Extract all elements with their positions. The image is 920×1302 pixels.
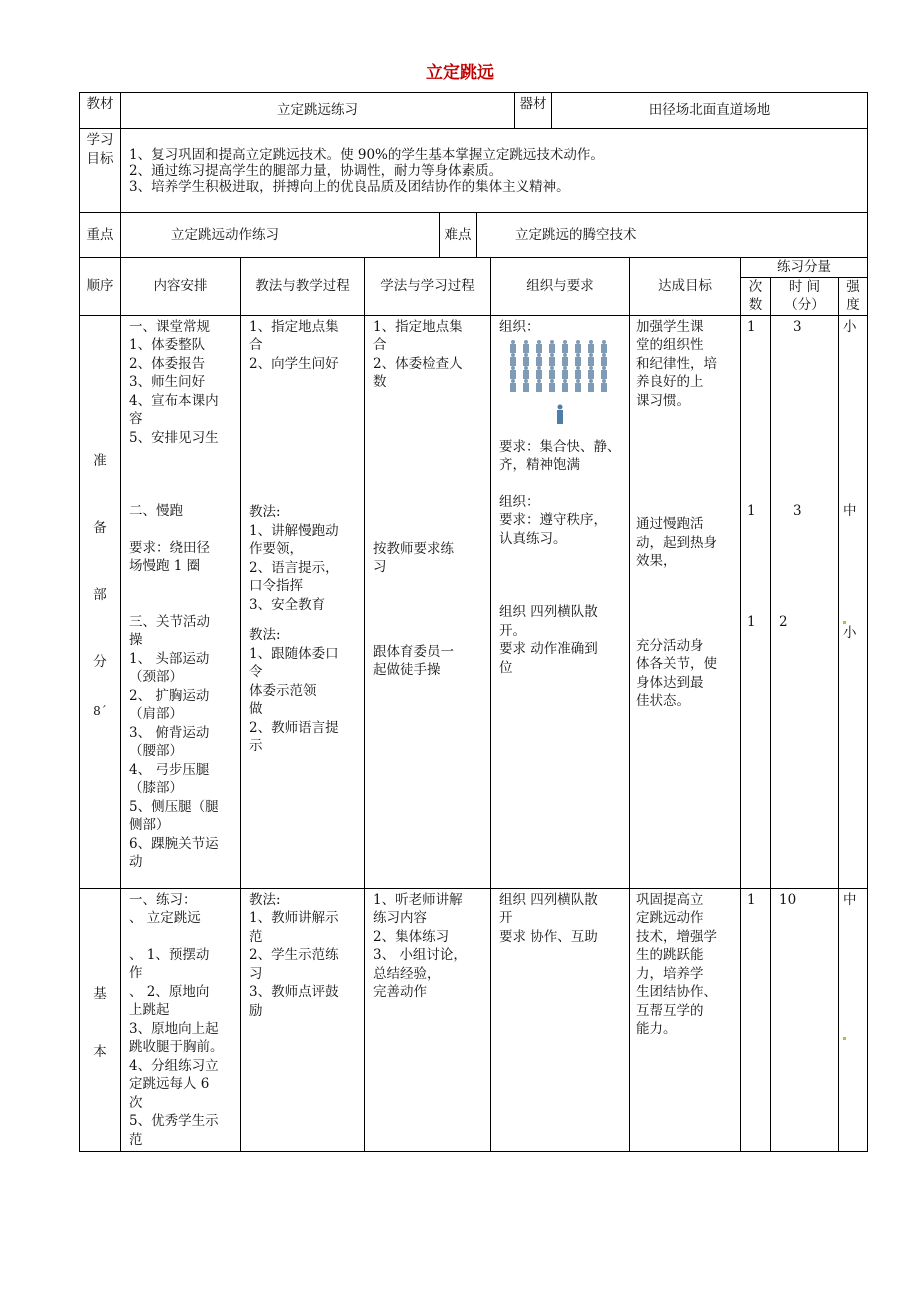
material-label: 教材 [80,93,121,129]
prep-duration: 3 3 2 [771,315,839,888]
col-organization: 组织与要求 [491,258,630,316]
student-figure [562,344,568,353]
student-figure [549,383,555,392]
student-figure [510,370,516,379]
student-figure [563,340,567,344]
student-figure [588,383,594,392]
material-value: 立定跳远练习 [121,93,515,129]
header-table [79,92,868,213]
student-figure [575,370,581,379]
students-formation-icon [505,338,615,428]
student-figure [576,353,580,357]
prep-section-label: 准 备 部 分 8´ [80,315,121,888]
basic-content: 一、练习： 、 立定跳远 、 1、预摆动 作 、 2、原地向 上跳起 3、原地向上起 跳收腿于胸前。 4、分组练习立 定跳远每人 6 次 5、优秀学生示 范 [121,888,241,1152]
student-figure [575,383,581,392]
student-figure [589,379,593,383]
equipment-label: 器材 [515,93,552,129]
basic-organization: 组织 四列横队散 开 要求 协作、互助 [491,888,630,1152]
student-figure [510,357,516,366]
student-figure [563,379,567,383]
student-figure [589,353,593,357]
student-figure [523,370,529,379]
basic-duration: 10 [771,888,839,1152]
difficulty-label: 难点 [440,213,477,258]
student-figure [576,340,580,344]
student-figure [589,366,593,370]
decorative-dot [843,1037,846,1040]
student-figure [536,344,542,353]
difficulty-value: 立定跳远的腾空技术 [477,213,868,258]
student-figure [537,353,541,357]
student-figure [550,340,554,344]
student-figure [524,340,528,344]
student-figure [562,383,568,392]
student-figure [563,353,567,357]
student-figure [550,353,554,357]
basic-section-label: 基 本 [80,888,121,1152]
lesson-table [79,257,868,1152]
goal-item: 1、复习巩固和提高立定跳远技术。使 90%的学生基本掌握立定跳远技术动作。 [129,146,604,163]
col-teaching: 教法与教学过程 [241,258,365,316]
student-figure [562,370,568,379]
goals-list [121,129,868,213]
col-order: 顺序 [80,258,121,316]
prep-organization: 组织： 要求：集合快、静、 齐，精神饱满 组织： 要求：遵守秩序， 认真练习。 组织 四列横队散 开。 要求 动作准确到 位 [491,315,630,888]
student-figure [601,344,607,353]
key-point-value: 立定跳远动作练习 [121,213,440,258]
student-figure [588,344,594,353]
equipment-value: 田径场北面直道场地 [552,93,868,129]
student-figure [537,366,541,370]
prep-content: 一、课堂常规 1、体委整队 2、体委报告 3、师生问好 4、宣布本课内 容 5、安排见习生 二、慢跑 要求：绕田径 场慢跑 1 圈 三、关节活动 操 1、 头部运动 （颈部） 2、 扩胸运动 （肩部） 3、 俯背运动 （腰部） 4、 弓步压腿 （膝部） 5、侧压腿（腿 侧部） 6、踝腕关节运 动 [121,315,241,888]
student-figure [589,340,593,344]
student-figure [524,366,528,370]
student-figure [537,379,541,383]
basic-intensity: 中 [839,888,868,1152]
student-figure [575,344,581,353]
prep-learning: 1、指定地点集 合 2、体委检查人 数 按教师要求练 习 跟体育委员一 起做徒手操 [365,315,491,888]
student-figure [602,340,606,344]
col-learning: 学法与学习过程 [365,258,491,316]
student-figure [524,379,528,383]
prep-teaching: 1、指定地点集 合 2、向学生问好 教法: 1、讲解慢跑动 作要领， 2、语言提示， 口令指挥 3、安全教育 教法: 1、跟随体委口 令 体委示范领 做 2、教师语言提 示 [241,315,365,888]
student-figure [602,353,606,357]
student-figure [523,383,529,392]
student-figure [510,344,516,353]
teacher-figure [557,410,563,424]
student-figure [511,366,515,370]
student-figure [601,370,607,379]
formation-diagram [505,338,625,434]
student-figure [602,366,606,370]
col-content: 内容安排 [121,258,241,316]
col-target: 达成目标 [630,258,741,316]
student-figure [523,357,529,366]
prep-target: 加强学生课 堂的组织性 和纪律性，培 养良好的上 课习惯。 通过慢跑活 动，起到热身 效果， 充分活动身 体各关节，使 身体达到最 佳状态。 [630,315,741,888]
col-intensity: 强度 [839,277,868,315]
goal-item: 3、培养学生积极进取，拼搏向上的优良品质及团结协作的集体主义精神。 [129,178,570,195]
col-duration: 时 间（分） [771,277,839,315]
student-figure [537,340,541,344]
student-figure [563,366,567,370]
student-figure [562,357,568,366]
student-figure [550,366,554,370]
student-figure [536,383,542,392]
basic-target: 巩固提高立 定跳远动作 技术，增强学 生的跳跃能 力，培养学 生团结协作、 互帮互学的 能力。 [630,888,741,1152]
col-times: 次数 [741,277,771,315]
student-figure [523,344,529,353]
page-title: 立定跳远 [426,63,494,83]
student-figure [550,379,554,383]
student-figure [524,353,528,357]
basic-teaching: 教法: 1、教师讲解示 范 2、学生示范练 习 3、教师点评鼓 励 [241,888,365,1152]
student-figure [602,379,606,383]
student-figure [575,357,581,366]
student-figure [511,379,515,383]
key-point-label: 重点 [80,213,121,258]
basic-learning: 1、听老师讲解 练习内容 2、集体练习 3、 小组讨论， 总结经验， 完善动作 [365,888,491,1152]
student-figure [588,370,594,379]
student-figure [510,383,516,392]
col-practice: 练习分量 [741,258,868,278]
student-figure [536,370,542,379]
prep-times: 1 1 1 [741,315,771,888]
goals-label: 学习目标 [80,129,121,213]
student-figure [549,357,555,366]
prep-intensity: 小 中 小 [839,315,868,888]
student-figure [511,340,515,344]
teacher-figure [558,405,563,410]
student-figure [588,357,594,366]
student-figure [601,383,607,392]
student-figure [511,353,515,357]
basic-times: 1 [741,888,771,1152]
student-figure [549,344,555,353]
student-figure [601,357,607,366]
student-figure [549,370,555,379]
student-figure [536,357,542,366]
goal-item: 2、通过练习提高学生的腿部力量，协调性，耐力等身体素质。 [129,162,503,179]
student-figure [576,366,580,370]
student-figure [576,379,580,383]
focus-table [79,212,868,258]
